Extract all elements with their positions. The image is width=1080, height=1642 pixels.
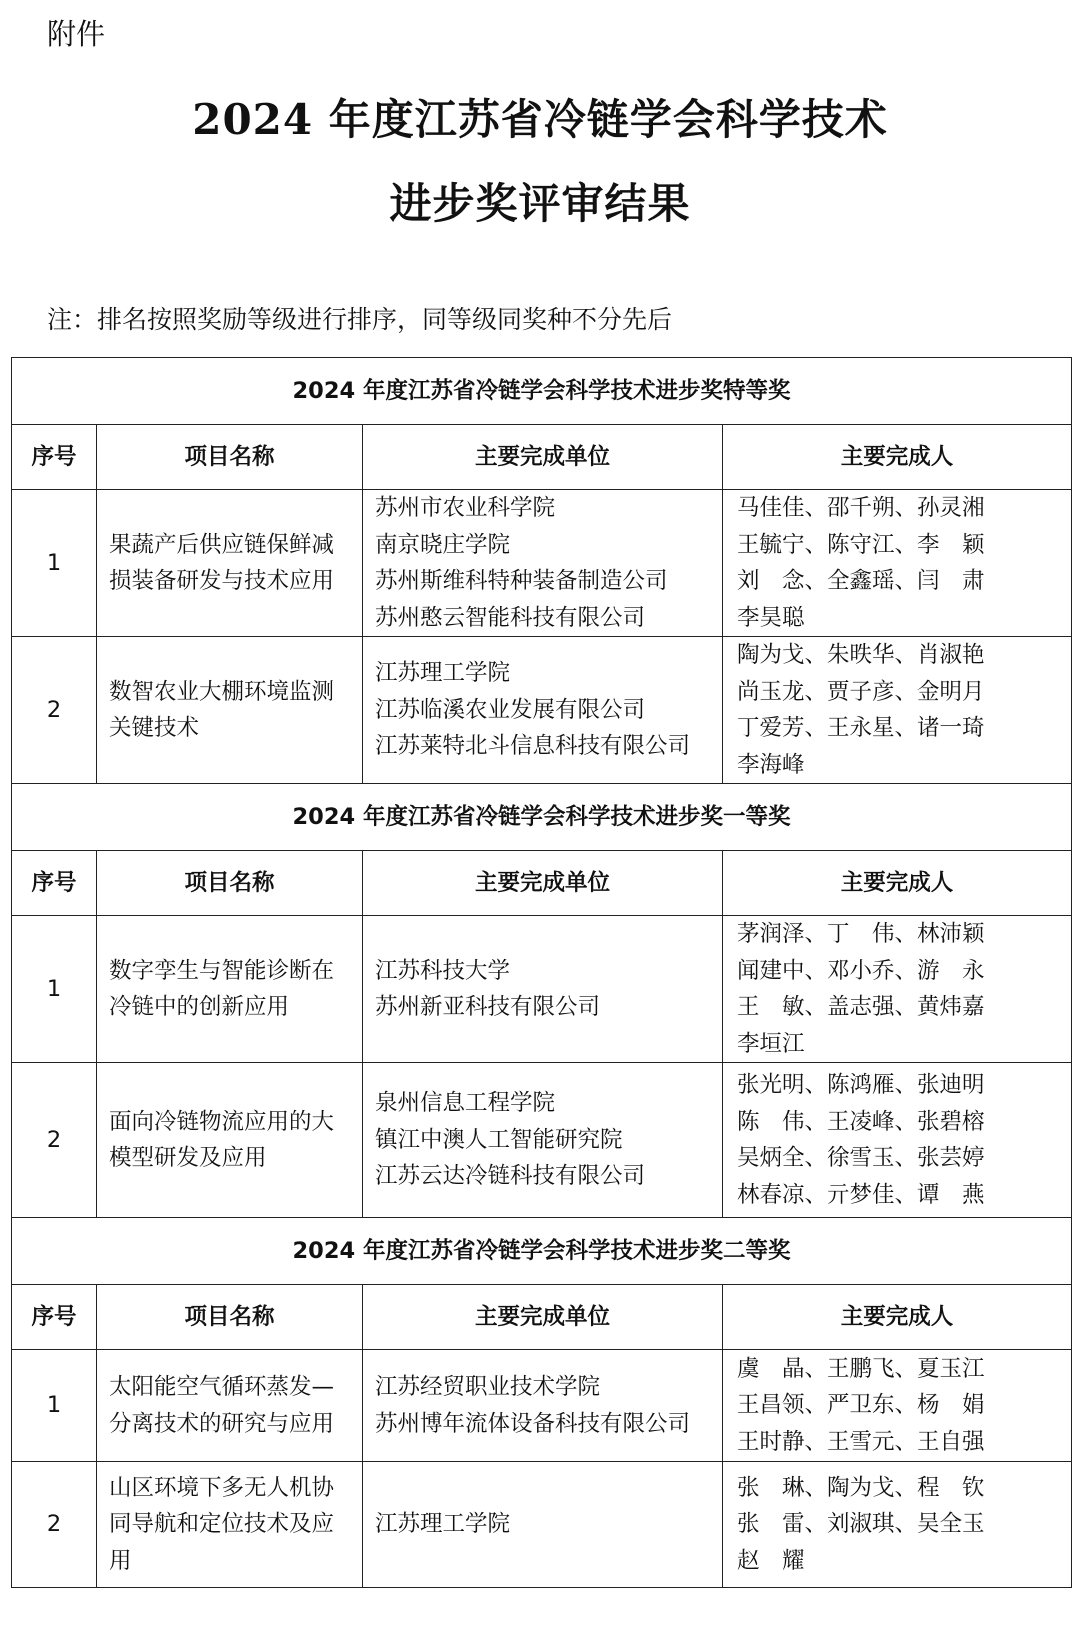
- row-number: 1: [12, 490, 97, 637]
- section-title: 2024 年度江苏省冷链学会科学技术进步奖特等奖: [12, 358, 1072, 425]
- person-line: 张光明、陈鸿雁、张迪明: [737, 1072, 985, 1098]
- unit-item: 江苏经贸职业技术学院: [375, 1374, 601, 1400]
- person-line: 王毓宁、陈守江、李 颖: [737, 531, 985, 558]
- person-list: [723, 1063, 1072, 1218]
- row-number: 2: [12, 637, 97, 784]
- section-title: 2024 年度江苏省冷链学会科学技术进步奖二等奖: [12, 1218, 1072, 1285]
- table-row: [12, 1462, 1072, 1588]
- header-persons: 主要完成人: [723, 851, 1072, 916]
- unit-item: 江苏科技大学: [375, 957, 511, 984]
- person-line: 王 敏、盖志强、黄炜嘉: [737, 994, 985, 1020]
- person-line: 李昊聪: [737, 604, 805, 631]
- table-row: [12, 916, 1072, 1063]
- person-list: [723, 637, 1072, 784]
- table-row: [12, 1350, 1072, 1462]
- unit-item: 南京晓庄学院: [375, 531, 511, 558]
- person-line: 闻建中、邓小乔、游 永: [737, 957, 985, 984]
- document-title-line-2: 进步奖评审结果: [389, 179, 691, 228]
- unit-item: 苏州斯维科特种装备制造公司: [375, 568, 668, 594]
- section-title-row: [12, 358, 1072, 425]
- unit-item: 江苏临溪农业发展有限公司: [375, 696, 646, 723]
- ranking-note: 注：排名按照奖励等级进行排序，同等级同奖种不分先后: [47, 305, 673, 334]
- person-line: 吴炳全、徐雪玉、张芸婷: [737, 1145, 985, 1171]
- unit-item: 江苏理工学院: [375, 660, 511, 687]
- awards-table: [11, 357, 1072, 1588]
- person-line: 丁爱芳、王永星、诸一琦: [737, 715, 985, 741]
- document-title-line-1: 2024 年度江苏省冷链学会科学技术: [192, 95, 888, 144]
- unit-item: 苏州憨云智能科技有限公司: [375, 604, 646, 631]
- section-title-row: [12, 1218, 1072, 1285]
- person-line: 李海峰: [737, 751, 805, 778]
- row-number: 1: [12, 1350, 97, 1462]
- unit-item: 苏州博年流体设备科技有限公司: [375, 1410, 691, 1437]
- unit-list: [363, 1063, 723, 1218]
- header-units: 主要完成单位: [363, 1285, 723, 1350]
- person-line: 张 琳、陶为戈、程 钦: [737, 1474, 985, 1501]
- person-line: 虞 晶、王鹏飞、夏玉江: [737, 1355, 985, 1382]
- header-no: 序号: [12, 1285, 97, 1350]
- person-line: 李垣江: [737, 1030, 805, 1057]
- section-title-row: [12, 784, 1072, 851]
- person-list: [723, 1350, 1072, 1462]
- row-number: 2: [12, 1063, 97, 1218]
- unit-item: 江苏莱特北斗信息科技有限公司: [375, 733, 691, 760]
- project-name: 太阳能空气循环蒸发—分离技术的研究与应用: [97, 1350, 363, 1462]
- column-header-row: [12, 425, 1072, 490]
- unit-list: [363, 916, 723, 1063]
- row-number: 1: [12, 916, 97, 1063]
- header-project: 项目名称: [97, 1285, 363, 1350]
- header-project: 项目名称: [97, 851, 363, 916]
- header-units: 主要完成单位: [363, 425, 723, 490]
- unit-item: 泉州信息工程学院: [375, 1090, 556, 1117]
- unit-item: 镇江中澳人工智能研究院: [375, 1126, 623, 1153]
- table-row: [12, 490, 1072, 637]
- header-no: 序号: [12, 425, 97, 490]
- table-row: [12, 637, 1072, 784]
- person-list: [723, 916, 1072, 1063]
- unit-list: [363, 490, 723, 637]
- person-line: 尚玉龙、贾子彦、金明月: [737, 678, 985, 705]
- person-line: 张 雷、刘淑琪、吴全玉: [737, 1511, 985, 1538]
- project-name: 果蔬产后供应链保鲜减损装备研发与技术应用: [97, 490, 363, 637]
- section-title: 2024 年度江苏省冷链学会科学技术进步奖一等奖: [12, 784, 1072, 851]
- unit-list: [363, 1350, 723, 1462]
- project-name: 山区环境下多无人机协同导航和定位技术及应用: [97, 1462, 363, 1588]
- unit-list: [363, 637, 723, 784]
- column-header-row: [12, 1285, 1072, 1350]
- row-number: 2: [12, 1462, 97, 1588]
- unit-list: [363, 1462, 723, 1588]
- header-project: 项目名称: [97, 425, 363, 490]
- person-line: 王昌领、严卫东、杨 娟: [737, 1392, 985, 1419]
- person-line: 陶为戈、朱昳华、肖淑艳: [737, 642, 985, 668]
- header-persons: 主要完成人: [723, 425, 1072, 490]
- project-name: 数字孪生与智能诊断在冷链中的创新应用: [97, 916, 363, 1063]
- header-no: 序号: [12, 851, 97, 916]
- table-row: [12, 1063, 1072, 1218]
- project-name: 数智农业大棚环境监测关键技术: [97, 637, 363, 784]
- unit-item: 江苏云达冷链科技有限公司: [375, 1163, 646, 1190]
- unit-item: 苏州市农业科学院: [375, 495, 556, 521]
- person-line: 林春凉、亓梦佳、谭 燕: [737, 1181, 985, 1208]
- header-persons: 主要完成人: [723, 1285, 1072, 1350]
- unit-item: 江苏理工学院: [375, 1511, 511, 1538]
- header-units: 主要完成单位: [363, 851, 723, 916]
- person-line: 马佳佳、邵千朔、孙灵湘: [737, 495, 985, 521]
- unit-item: 苏州新亚科技有限公司: [375, 994, 601, 1020]
- project-name: 面向冷链物流应用的大模型研发及应用: [97, 1063, 363, 1218]
- attachment-label: 附件: [47, 17, 106, 51]
- person-list: [723, 490, 1072, 637]
- person-line: 王时静、王雪元、王自强: [737, 1428, 985, 1455]
- person-list: [723, 1462, 1072, 1588]
- column-header-row: [12, 851, 1072, 916]
- person-line: 赵 耀: [737, 1547, 805, 1574]
- person-line: 茅润泽、丁 伟、林沛颖: [737, 921, 985, 947]
- person-line: 陈 伟、王凌峰、张碧榕: [737, 1108, 985, 1135]
- person-line: 刘 念、全鑫瑶、闫 肃: [737, 568, 985, 594]
